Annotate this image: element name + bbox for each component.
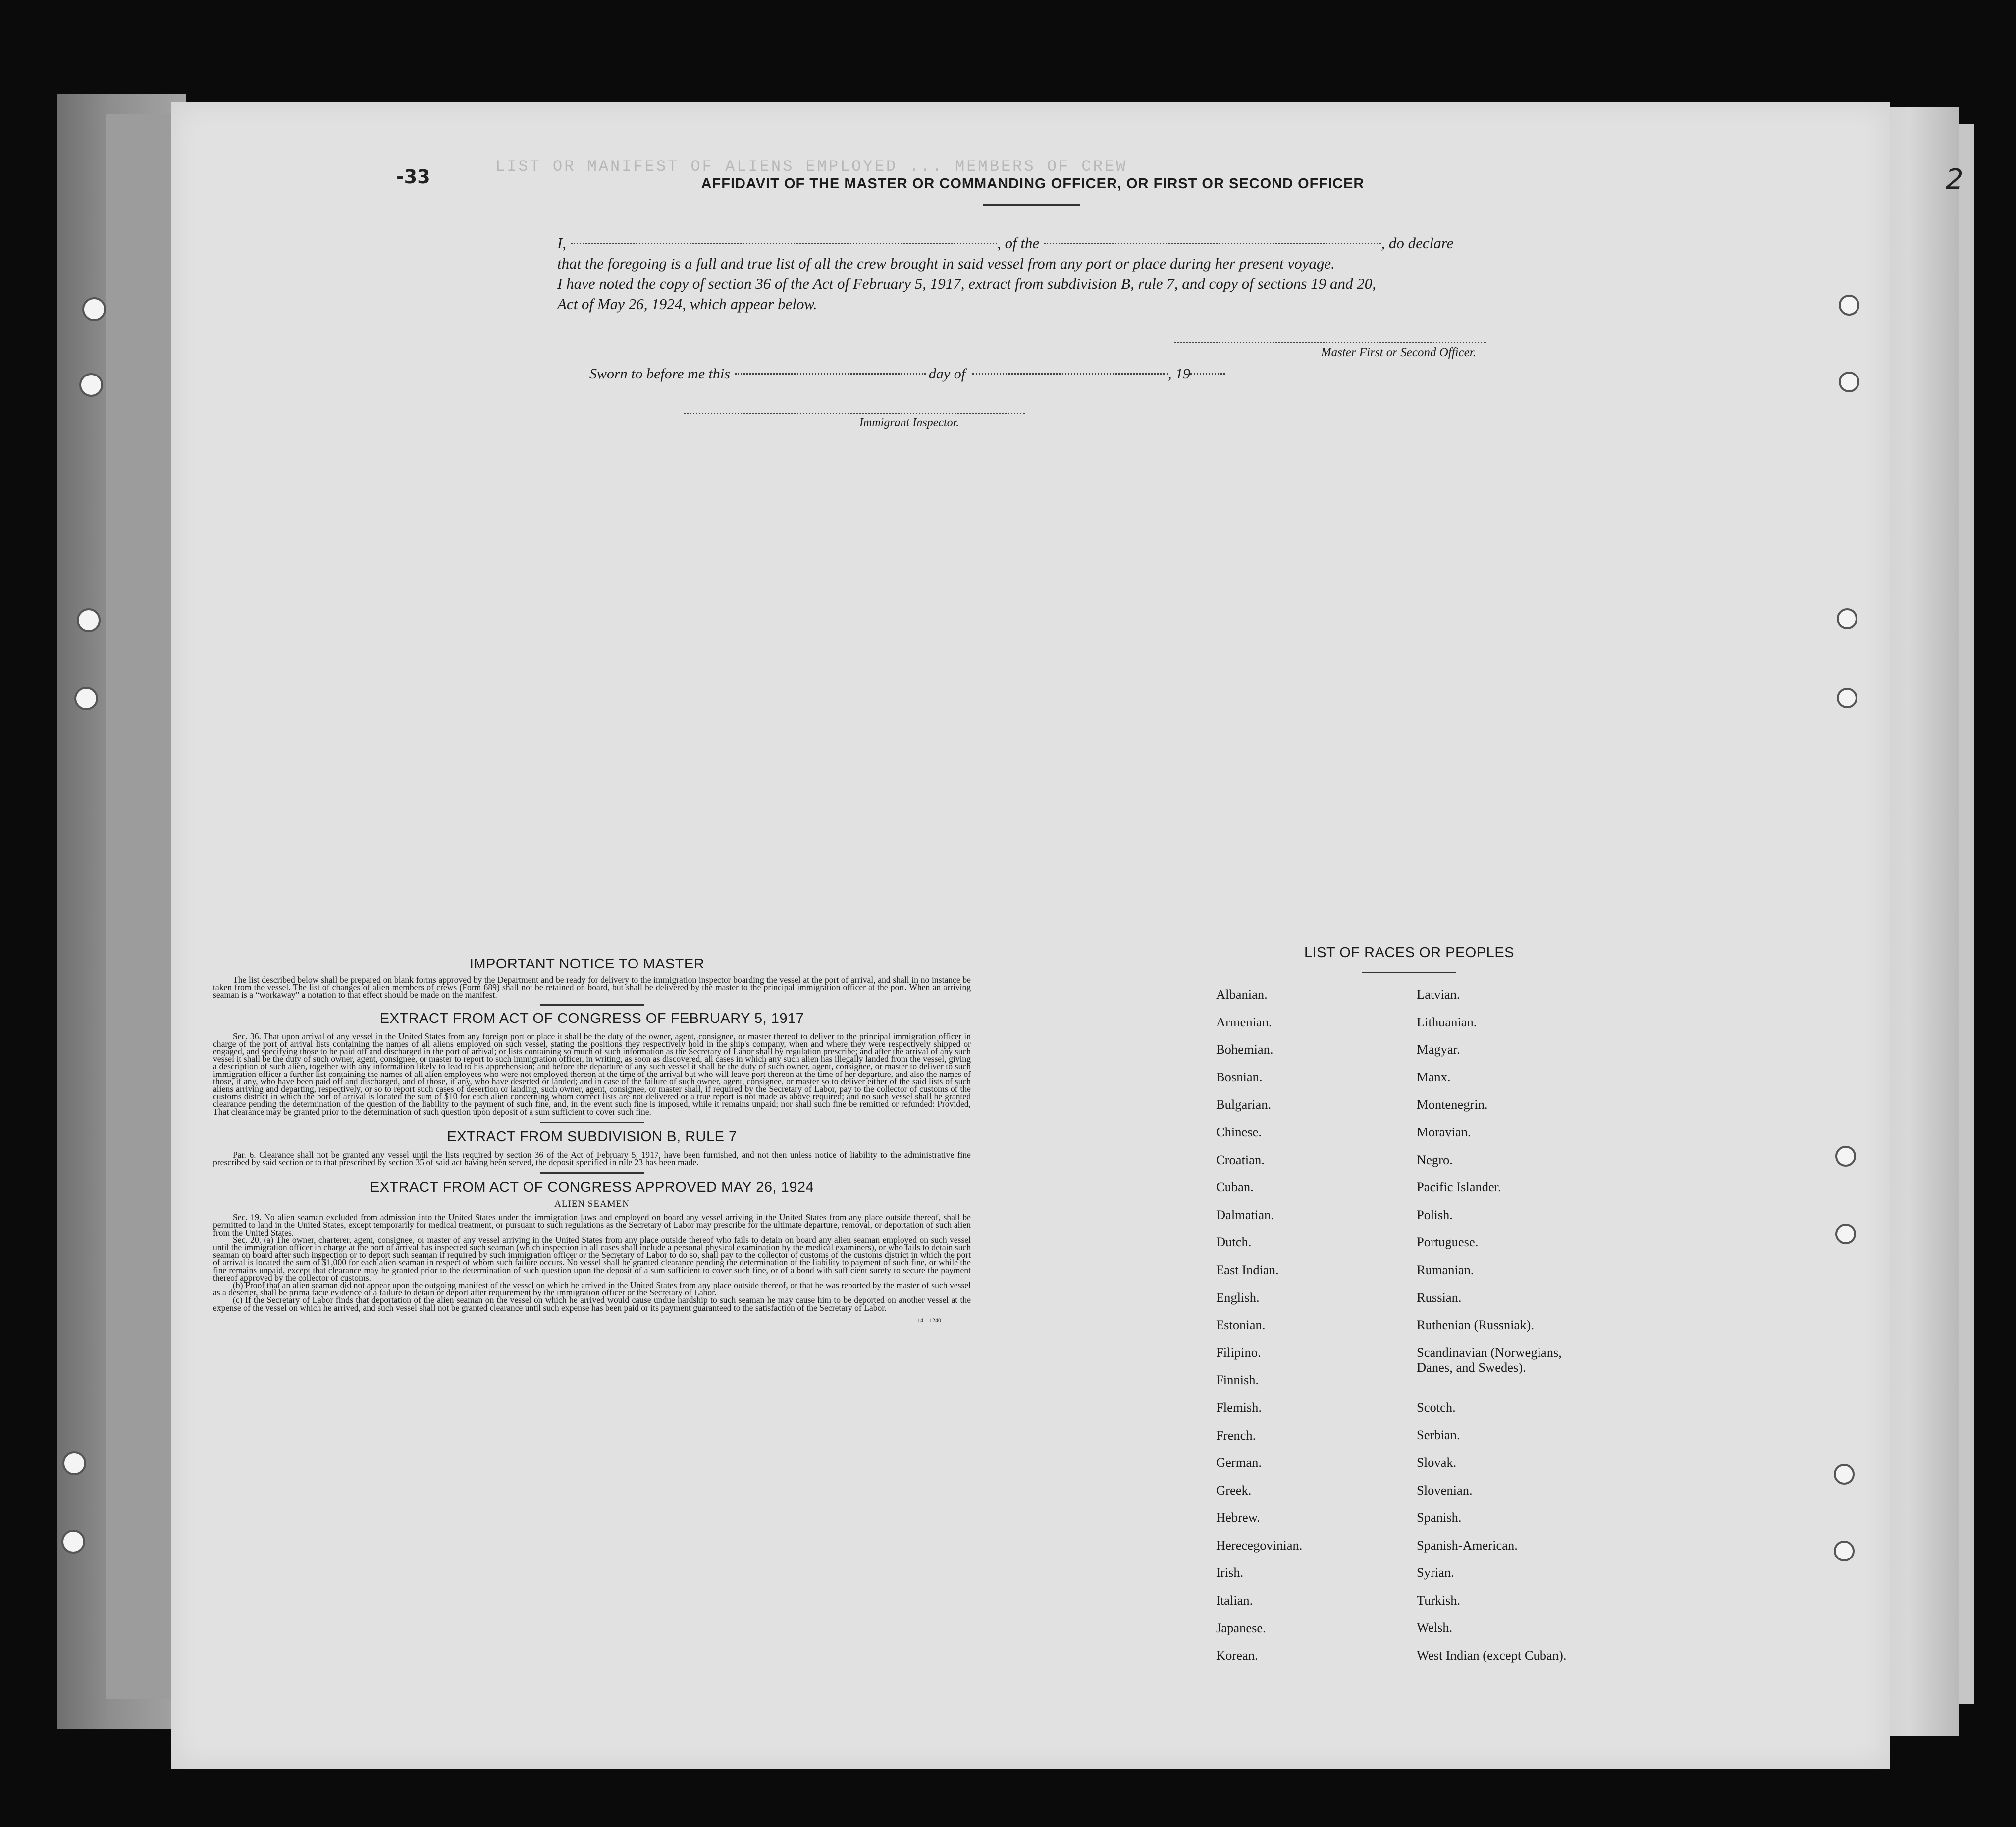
race-item: Spanish. bbox=[1417, 1510, 1462, 1525]
race-item: Japanese. bbox=[1216, 1620, 1266, 1635]
affidavit-line-3: I have noted the copy of section 36 of the Act of February 5, 1917, extract from subdivision B, rule 7, and copy of sections 19 and 20, bbox=[557, 275, 1377, 292]
race-item: Flemish. bbox=[1216, 1399, 1262, 1415]
name-blank[interactable] bbox=[571, 242, 997, 244]
race-item: Bulgarian. bbox=[1216, 1097, 1272, 1112]
form-number: 14—1240 bbox=[917, 1316, 941, 1324]
master-signature-line[interactable] bbox=[1174, 342, 1486, 343]
race-item: Dutch. bbox=[1216, 1235, 1252, 1250]
page-number-handwritten: 2 bbox=[1946, 163, 1963, 196]
affidavit-line-2: that the foregoing is a full and true list of all the crew brought in said vessel from any port or place during her present voyage. bbox=[557, 255, 1335, 272]
race-item: Pacific Islander. bbox=[1417, 1180, 1501, 1195]
affidavit-i: I, bbox=[557, 234, 567, 252]
race-item: West Indian (except Cuban). bbox=[1417, 1648, 1567, 1663]
race-item: Syrian. bbox=[1417, 1565, 1454, 1580]
affidavit-line-1 bbox=[557, 233, 1508, 253]
race-item: Latvian. bbox=[1417, 987, 1460, 1002]
inspector-caption: Immigrant Inspector. bbox=[859, 416, 959, 429]
binder-hole bbox=[1839, 372, 1859, 392]
binder-hole bbox=[1837, 608, 1857, 629]
race-item: Estonian. bbox=[1216, 1317, 1266, 1333]
race-item: East Indian. bbox=[1216, 1262, 1279, 1277]
binder-hole bbox=[61, 1530, 85, 1554]
race-item: Manx. bbox=[1417, 1069, 1451, 1084]
race-item: Italian. bbox=[1216, 1593, 1253, 1608]
race-item: Rumanian. bbox=[1417, 1262, 1474, 1277]
notice-and-extracts bbox=[213, 956, 971, 1324]
race-item: Finnish. bbox=[1216, 1372, 1259, 1388]
binder-hole bbox=[1835, 1146, 1856, 1167]
divider bbox=[540, 1172, 644, 1174]
race-item: Slovak. bbox=[1417, 1454, 1457, 1470]
extract-1924-title: EXTRACT FROM ACT OF CONGRESS APPROVED MAY 26, 1924 bbox=[370, 1180, 814, 1196]
race-item: Lithuanian. bbox=[1417, 1014, 1477, 1029]
extract-1924-subtitle: ALIEN SEAMEN bbox=[554, 1199, 630, 1210]
sworn-line bbox=[589, 366, 1283, 382]
binder-hole bbox=[74, 687, 98, 710]
affidavit-title: AFFIDAVIT OF THE MASTER OR COMMANDING OFFICER, OR FIRST OR SECOND OFFICER bbox=[701, 176, 1365, 192]
binder-hole bbox=[77, 608, 101, 632]
race-item: Ruthenian (Russniak). bbox=[1417, 1317, 1534, 1333]
race-item: Portuguese. bbox=[1417, 1235, 1479, 1250]
notice-text: The list described below shall be prepared on blank forms approved by the Department and be ready for delivery to the immigration inspector boarding the vessel at the port of arrival, and shall in no instance be taken from the vessel. The list of changes of alien members of crews (Form 689) shall not be retained on board, but shall be delivered by the master to the principal immigration officer at the port. When an arriving seaman is a “workaway” a notation to that effect should be made on the manifest. bbox=[213, 975, 971, 1000]
race-item: German. bbox=[1216, 1455, 1262, 1470]
race-item: Hebrew. bbox=[1216, 1510, 1260, 1525]
bleed-through-header: LIST OR MANIFEST OF ALIENS EMPLOYED ... MEMBERS OF CREW bbox=[495, 158, 1128, 176]
extract-1924-sec20c: (c) If the Secretary of Labor finds that deportation of the alien seaman on the vessel on which he arrived would cause undue hardship to such seaman he may cause him to be deported on another vessel at the expense of the vessel on which he arrived, and such vessel shall not be granted clearance until such expense has been paid or its payment guaranteed to the satisfaction of the Secretary of Labor. bbox=[213, 1295, 971, 1313]
sworn-year: , 19 bbox=[1168, 366, 1191, 382]
binder-hole bbox=[79, 373, 103, 397]
race-item: Scotch. bbox=[1417, 1399, 1456, 1415]
stray-mark-code: -33 bbox=[396, 166, 430, 188]
race-item: Scandinavian (Norwegians, Danes, and Swedes). bbox=[1417, 1344, 1562, 1375]
binder-hole bbox=[82, 297, 106, 321]
race-item: Armenian. bbox=[1216, 1014, 1272, 1029]
extract-1917-title: EXTRACT FROM ACT OF CONGRESS OF FEBRUARY 5, 1917 bbox=[379, 1010, 804, 1026]
affidavit-of-the: , of the bbox=[997, 234, 1040, 252]
race-item: English. bbox=[1216, 1290, 1260, 1305]
affidavit-page bbox=[171, 102, 1890, 1769]
race-item: French. bbox=[1216, 1427, 1256, 1443]
binder-hole bbox=[1837, 688, 1857, 708]
race-item: Bohemian. bbox=[1216, 1042, 1273, 1057]
race-item: Herecegovinian. bbox=[1216, 1537, 1303, 1553]
inspector-signature-line[interactable] bbox=[684, 413, 1025, 414]
race-item: Chinese. bbox=[1216, 1124, 1262, 1139]
races-column-a bbox=[1216, 987, 1302, 1675]
race-item: Bosnian. bbox=[1216, 1069, 1263, 1084]
sworn-month-blank[interactable] bbox=[972, 373, 1168, 375]
sworn-prefix: Sworn to before me this bbox=[589, 366, 730, 382]
race-item: Magyar. bbox=[1417, 1042, 1460, 1057]
binder-hole bbox=[1834, 1541, 1855, 1561]
race-item: Slovenian. bbox=[1417, 1482, 1473, 1498]
race-item: Russian. bbox=[1417, 1290, 1462, 1305]
race-item: Greek. bbox=[1216, 1482, 1252, 1498]
binder-hole bbox=[1834, 1464, 1855, 1485]
extract-rule7-title: EXTRACT FROM SUBDIVISION B, RULE 7 bbox=[447, 1128, 737, 1145]
extract-1917-text: Sec. 36. That upon arrival of any vessel in the United States from any foreign port or place it shall be the duty of the owner, agent, consignee, or master thereof to deliver to the principal immigration officer in charge of the port of arrival lists containing the names of all aliens employed on such vessel, stating the positions they respectively hold in the ship's company, when and where they were respectively shipped or engaged, and specifying those to be paid off and discharged in the port of arrival; or lists containing so much of such information as the Secretary of Labor shall by regulation prescribe; and after the arrival of any such vessel it shall be the duty of such owner, agent, consignee, or master to report to such immigration officer, in writing, as soon as discovered, all cases in which any such alien has illegally landed from the vessel, giving a description of such alien, together with any information likely to lead to his apprehension; and before the departure of any such vessel it shall be the duty of such owner, agent, consignee, or master to deliver to such immigration officer a further list containing the names of all alien employees who were not employed thereon at the time of the arrival but who will leave port thereon at the time of her departure, and also the names of those, if any, who have been paid off and discharged, and of those, if any, who have deserted or landed; and in case of the failure of such owner, agent, consignee, or master so to deliver either of the said lists of such aliens arriving and departing, respectively, or so to report such cases of desertion or landing, such owner, agent, consignee, or master shall, if required by the Secretary of Labor, pay to the collector of customs of the customs district in which the port of arrival is located the sum of $10 for each alien concerning whom correct lists are not delivered or a true report is not made as above required; and no such vessel shall be granted clearance pending the determination of the question of the liability to the payment of such fine, and, in the event such fine is imposed, while it remains unpaid; nor shall such fine be remitted or refunded: Provided, That clearance may be granted prior to the determination of such question upon deposit of a sum sufficient to cover such fine. bbox=[213, 1031, 971, 1117]
background-sheet-left-strip bbox=[106, 114, 181, 1699]
race-item: Spanish-American. bbox=[1417, 1537, 1518, 1553]
affidavit-declare: , do declare bbox=[1381, 234, 1454, 252]
divider bbox=[540, 1122, 644, 1123]
race-item: Montenegrin. bbox=[1417, 1097, 1488, 1112]
divider bbox=[540, 1004, 644, 1006]
vessel-blank[interactable] bbox=[1044, 242, 1381, 244]
extract-1924-sec19: Sec. 19. No alien seaman excluded from admission into the United States under the immigration laws and employed on board any vessel arriving in the United States from any place outside thereof, shall be permitted to land in the United States, except temporarily for medical treatment, or pursuant to such regulations as the Secretary of Labor may prescribe for the ultimate departure, removal, or deportation of such alien from the United States. bbox=[213, 1212, 971, 1237]
race-item: Cuban. bbox=[1216, 1180, 1254, 1195]
race-item: Irish. bbox=[1216, 1565, 1244, 1580]
extract-1924-sec20b: (b) Proof that an alien seaman did not appear upon the outgoing manifest of the vessel on which he arrived in the United States from any place outside thereof, or that he was reported by the master of such vessel as a deserter, shall be prima facie evidence of a failure to detain or deport after requirement by the immigration officer or the Secretary of Labor. bbox=[213, 1280, 971, 1298]
race-item: Welsh. bbox=[1417, 1620, 1453, 1635]
binder-hole bbox=[1839, 295, 1859, 316]
affidavit-body bbox=[557, 233, 1508, 314]
races-title: LIST OF RACES OR PEOPLES bbox=[1304, 945, 1515, 961]
race-item: Albanian. bbox=[1216, 987, 1268, 1002]
affidavit-line-4: Act of May 26, 1924, which appear below. bbox=[557, 295, 817, 313]
divider bbox=[983, 204, 1080, 206]
sworn-day-of: day of bbox=[928, 366, 966, 382]
race-item: Korean. bbox=[1216, 1648, 1258, 1663]
races-column-b bbox=[1417, 987, 1625, 1675]
binder-hole bbox=[62, 1451, 86, 1475]
race-item: Serbian. bbox=[1417, 1427, 1460, 1443]
race-item: Turkish. bbox=[1417, 1592, 1461, 1608]
master-signature-caption: Master First or Second Officer. bbox=[1321, 346, 1476, 359]
race-item: Moravian. bbox=[1417, 1124, 1471, 1139]
race-item: Negro. bbox=[1417, 1152, 1453, 1167]
extract-1924-sec20a: Sec. 20. (a) The owner, charterer, agent, consignee, or master of any vessel arriving in the United States from any place outside thereof who fails to detain on board any alien seaman employed on such vessel until the immigration officer in charge at the port of arrival has inspected such seaman (which inspection in all cases shall include a personal physical examination by the medical examiners), or who fails to detain such seaman on board after such inspection or to deport such seaman if required by such immigration officer or the Secretary of Labor to do so, shall pay to the collector of customs of the customs district in which the port of arrival is located the sum of $1,000 for each alien seaman in respect of whom such failure occurs. No vessel shall be granted clearance pending the determination of the liability to payment of such fine, or while the fine remains unpaid, except that clearance may be granted prior to the determination of such question upon the deposit of a sum sufficient to cover such fine, or of a bond with sufficient surety to secure the payment thereof approved by the collector of customs. bbox=[213, 1235, 971, 1283]
divider bbox=[1362, 972, 1456, 973]
race-item: Dalmatian. bbox=[1216, 1207, 1274, 1222]
race-item: Filipino. bbox=[1216, 1344, 1261, 1360]
sworn-day-blank[interactable] bbox=[735, 373, 926, 375]
binder-hole bbox=[1835, 1224, 1856, 1244]
race-item: Croatian. bbox=[1216, 1152, 1265, 1167]
race-item: Polish. bbox=[1417, 1207, 1453, 1222]
sworn-year-blank[interactable] bbox=[1190, 373, 1225, 375]
extract-rule7-text: Par. 6. Clearance shall not be granted any vessel until the lists required by section 36 of the Act of February 5, 1917, have been furnished, and not then unless notice of liability to the administrative fine prescribed by said section or to that prescribed by section 35 of said act having been served, the deposit specified in rule 23 has been made. bbox=[213, 1149, 971, 1168]
notice-title: IMPORTANT NOTICE TO MASTER bbox=[469, 956, 705, 972]
